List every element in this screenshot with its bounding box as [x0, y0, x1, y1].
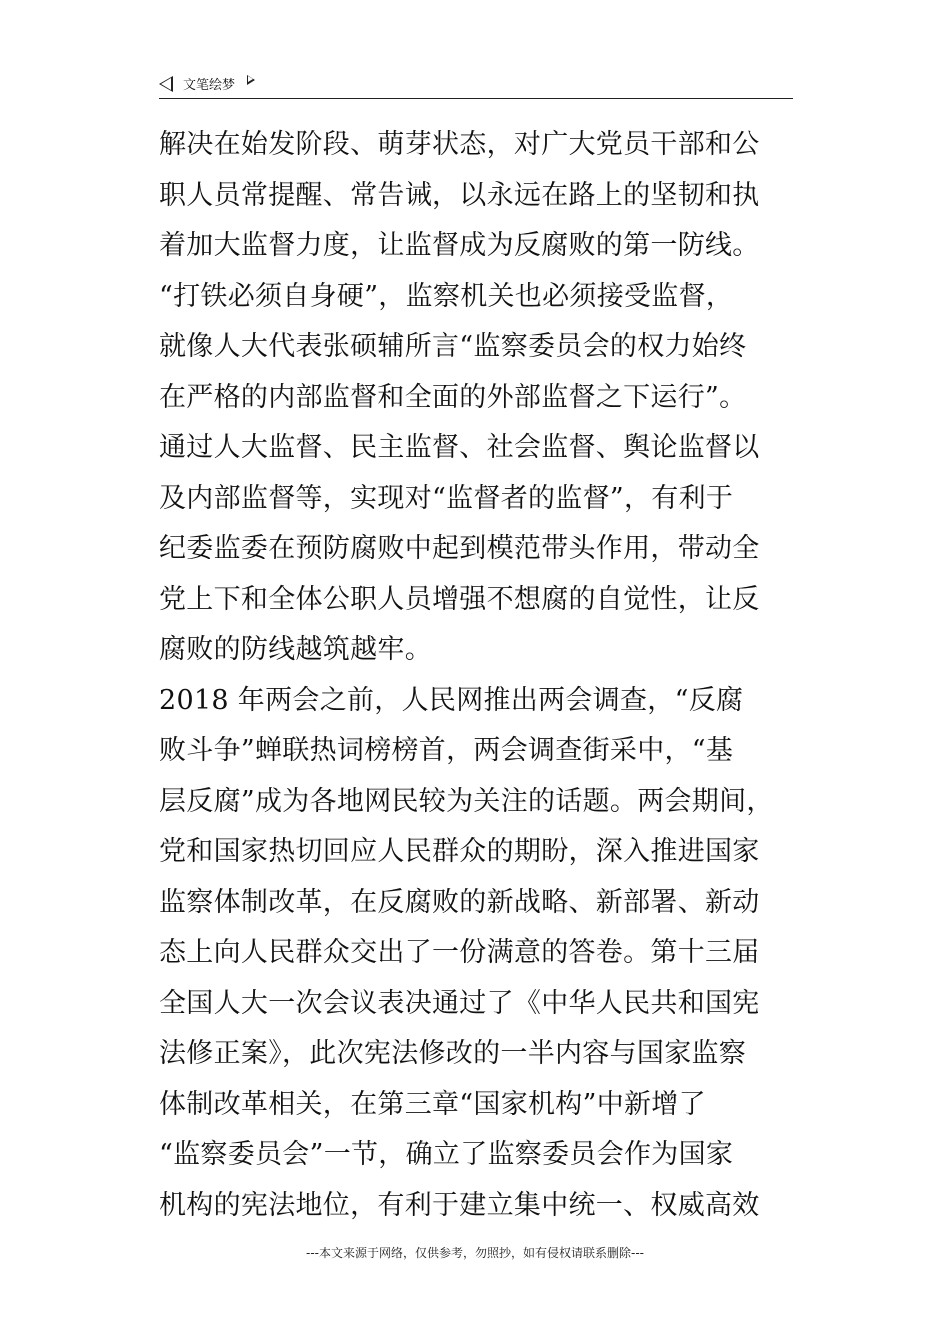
left-triangle-icon — [159, 76, 173, 92]
page-header — [159, 72, 793, 99]
paragraph-2: “打铁必须自身硬”，监察机关也必须接受监督， 就像人大代表张硕辅所言“监察委员会的权力始终 在严格的内部监督和全面的外部监督之下运行”。 通过人大监督、民主监督、社会监督、舆论监督以 及内部监督等，实现对“监督者的监督”，有利于 纪委监委在预防腐败中起到模范带头作用，带动全 党上下和全体公职人员增强不想腐的自觉性，让反 腐败的防线越筑越牢。 — [159, 280, 760, 665]
header-brand — [159, 74, 255, 93]
document-body — [159, 120, 799, 1231]
paragraph-3: 2018 年两会之前，人民网推出两会调查，“反腐 败斗争”蝉联热词榜榜首，两会调查街采中，“基 层反腐”成为各地网民较为关注的话题。两会期间， 党和国家热切回应人民群众的期盼，深入推进国家 监察体制改革，在反腐败的新战略、新部署、新动 态上向人民群众交出了一份满意的答卷。第十三届 全国人大一次会议表决通过了《中华人民共和国宪 法修正案》，此次宪法修改的一半内容与国家监察 体制改革相关，在第三章“国家机构”中新增了 “监察委员会”一节，确立了监察委员会作为国家 机构的宪法地位，有利于建立集中统一、权威高效 — [159, 684, 774, 1221]
right-triangle-icon — [247, 75, 255, 85]
header-title: 文笔绘梦 — [183, 78, 236, 93]
page-footer-disclaimer: ---本文来源于网络，仅供参考，勿照抄，如有侵权请联系删除--- — [306, 1246, 644, 1260]
paragraph-1: 解决在始发阶段、萌芽状态，对广大党员干部和公 职人员常提醒、常告诫，以永远在路上的坚韧和执 着加大监督力度，让监督成为反腐败的第一防线。 — [159, 129, 760, 261]
